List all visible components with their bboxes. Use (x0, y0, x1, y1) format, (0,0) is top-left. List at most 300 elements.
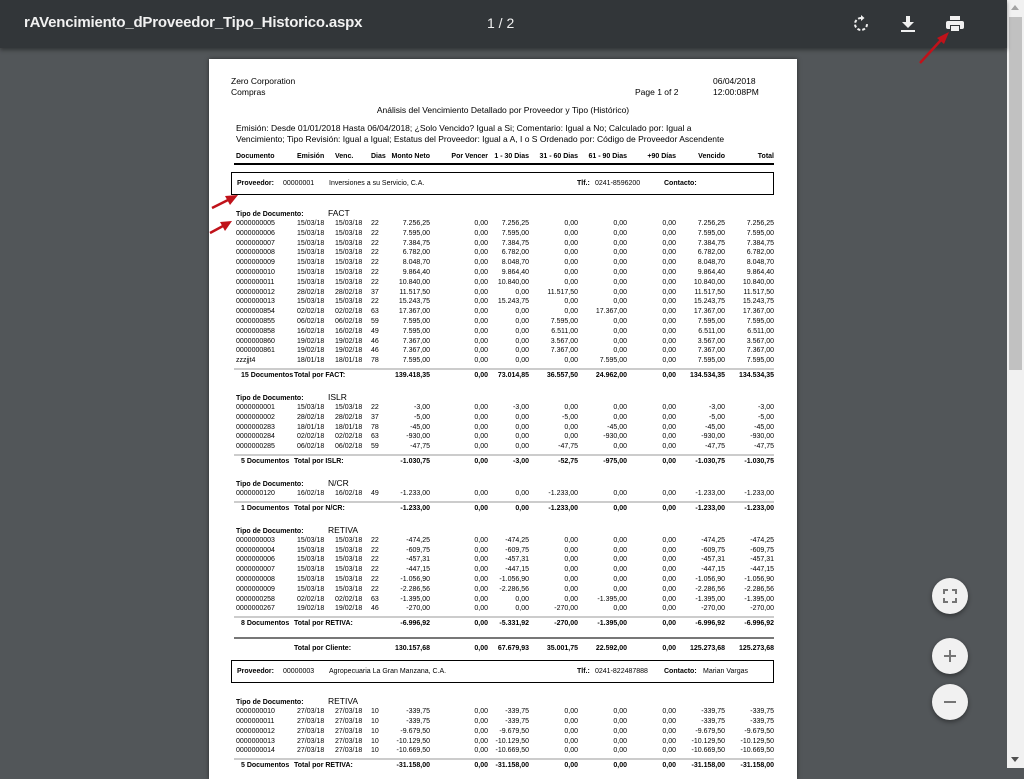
table-row (209, 718, 797, 728)
table-cell: 0,00 (662, 308, 676, 316)
table-cell: 11.517,50 (694, 288, 725, 296)
table-cell: 15/03/18 (297, 566, 325, 574)
subtotal-value: -1.233,00 (695, 504, 725, 512)
table-cell: -2.286,56 (499, 585, 529, 593)
table-cell: 0,00 (613, 259, 627, 267)
subtotal-value: -1.030,75 (695, 458, 725, 465)
table-row (209, 566, 797, 576)
table-row (209, 328, 797, 338)
table-cell: 0000000008 (236, 249, 275, 257)
table-cell: 0000000267 (236, 605, 275, 613)
table-cell: -9.679,50 (400, 727, 430, 735)
table-cell: 0,00 (662, 595, 676, 603)
table-cell: 0,00 (613, 546, 627, 554)
table-cell: 0000000005 (236, 220, 275, 227)
subtotal-label: Total por ISLR: (294, 458, 344, 465)
table-cell: -10.669,50 (691, 747, 725, 755)
table-cell: 63 (371, 433, 379, 441)
table-cell: 27/03/18 (335, 727, 363, 735)
table-cell: 0,00 (613, 727, 627, 735)
subtotal-divider (234, 616, 774, 618)
table-cell: 15/03/18 (297, 546, 325, 554)
viewer-toolbar (0, 0, 1007, 48)
table-cell: 0,00 (662, 605, 676, 613)
table-cell: 0,00 (474, 708, 488, 716)
table-cell: 0,00 (564, 404, 578, 411)
table-cell: -1.056,90 (400, 576, 430, 583)
table-cell: -9.679,50 (695, 727, 725, 735)
table-cell: 6.511,00 (747, 327, 774, 335)
table-row (209, 289, 797, 299)
table-cell: 0,00 (662, 433, 676, 441)
table-cell: -10.129,50 (396, 737, 430, 745)
table-cell: 0,00 (613, 327, 627, 335)
table-cell: 0,00 (474, 718, 488, 725)
table-cell: 0000000283 (236, 423, 275, 431)
table-cell: -5,00 (562, 413, 578, 421)
table-cell: 16/02/18 (297, 490, 325, 497)
table-cell: 16/02/18 (335, 327, 363, 335)
table-cell: 0,00 (515, 337, 529, 345)
table-cell: -339,75 (701, 708, 725, 716)
table-cell: 02/02/18 (335, 308, 363, 316)
table-row (209, 424, 797, 434)
table-cell: 0,00 (515, 433, 529, 441)
subtotal-value: -31.158,00 (396, 762, 430, 770)
table-cell: -474,25 (750, 536, 774, 544)
table-cell: 0000000013 (236, 737, 275, 745)
table-cell: 78 (371, 423, 379, 431)
table-cell: 0,00 (613, 337, 627, 345)
table-cell: 59 (371, 443, 379, 451)
subtotal-label: Total por N/CR: (294, 504, 345, 512)
table-cell: 0,00 (474, 443, 488, 451)
subtotal-divider (234, 368, 774, 370)
table-cell: 0,00 (474, 249, 488, 257)
rotate-button[interactable] (849, 12, 873, 36)
table-cell: -10.669,50 (740, 747, 774, 755)
column-header: 31 - 60 Dias (539, 153, 578, 160)
table-cell: 15/03/18 (335, 239, 363, 247)
table-cell: -339,75 (505, 718, 529, 725)
table-row (209, 230, 797, 240)
table-cell: -339,75 (406, 708, 430, 716)
table-cell: 0,00 (474, 546, 488, 554)
subtotal-row (209, 620, 797, 630)
client-total-value: 125.273,68 (689, 645, 725, 653)
table-cell: 0,00 (662, 337, 676, 345)
table-cell: 15/03/18 (297, 249, 325, 257)
table-cell: 15.243,75 (693, 298, 725, 306)
table-cell: 0,00 (662, 220, 676, 227)
table-cell: 0,00 (474, 747, 488, 755)
table-cell: 0000000285 (236, 443, 275, 451)
table-cell: -457,31 (406, 556, 430, 564)
table-cell: 0,00 (564, 546, 578, 554)
table-row (209, 537, 797, 547)
client-total-value: 0,00 (474, 645, 488, 653)
table-cell: -5,00 (709, 413, 725, 421)
table-cell: 0,00 (662, 269, 676, 276)
table-cell: -1.395,00 (400, 595, 430, 603)
table-cell: -457,31 (701, 556, 725, 564)
client-total-value: 67.679,93 (497, 645, 529, 653)
table-cell: 0,00 (613, 249, 627, 257)
table-cell: -2.286,56 (695, 585, 725, 593)
report-title: Análisis del Vencimiento Detallado por Proveedor y Tipo (Histórico) (376, 105, 630, 115)
client-total-row (209, 645, 797, 655)
header-divider (234, 163, 774, 165)
phone-label: Tlf.: (577, 180, 590, 187)
table-cell: 0,00 (515, 413, 529, 421)
table-cell: 0000000011 (236, 278, 275, 286)
subtotal-row (209, 372, 797, 382)
table-cell: 49 (371, 327, 379, 335)
table-cell: 28/02/18 (335, 413, 363, 421)
table-row (209, 414, 797, 424)
subtotal-row (209, 762, 797, 772)
table-cell: 0,00 (613, 278, 627, 286)
table-cell: 0,00 (662, 239, 676, 247)
table-cell: 7.595,00 (746, 229, 774, 237)
table-cell: 0000000006 (236, 556, 275, 564)
table-cell: -3,00 (513, 404, 529, 411)
provider-name: Agropecuaria La Gran Manzana, C.A. (329, 668, 447, 676)
client-total-divider (234, 637, 774, 639)
table-cell: -447,15 (750, 566, 774, 574)
scrollbar-thumb[interactable] (1009, 17, 1022, 370)
column-header: Por Vencer (451, 153, 488, 160)
subtotal-value: -1.030,75 (400, 458, 430, 465)
table-cell: 9.864,40 (746, 269, 774, 276)
zoom-in-icon (943, 649, 957, 663)
table-cell: 15/03/18 (335, 536, 363, 544)
table-cell: 28/02/18 (297, 288, 325, 296)
table-cell: 0,00 (474, 327, 488, 335)
table-cell: 0,00 (662, 556, 676, 564)
table-cell: 0,00 (613, 220, 627, 227)
scroll-up-arrow-icon[interactable] (1011, 5, 1019, 10)
column-header: Dias (371, 153, 386, 160)
table-cell: 0000000010 (236, 708, 275, 716)
table-cell: -474,25 (505, 536, 529, 544)
table-cell: 16/02/18 (335, 490, 363, 497)
table-cell: 0000000858 (236, 327, 275, 335)
table-cell: 0,00 (613, 318, 627, 325)
table-cell: 0,00 (474, 318, 488, 325)
table-cell: 22 (371, 239, 379, 247)
table-cell: 0,00 (613, 229, 627, 237)
doc-type-label: Tipo de Documento: (236, 395, 304, 402)
table-cell: 37 (371, 413, 379, 421)
subtotal-value: 134.534,35 (738, 372, 774, 379)
table-cell: 3.567,00 (550, 337, 578, 345)
table-cell: 17.367,00 (693, 308, 725, 316)
table-cell: 0,00 (474, 298, 488, 306)
subtotal-value: -31.158,00 (691, 762, 725, 770)
table-cell: 7.384,75 (697, 239, 725, 247)
table-cell: -474,25 (701, 536, 725, 544)
table-cell: 22 (371, 278, 379, 286)
table-cell: 7.367,00 (402, 337, 430, 345)
table-cell: 0,00 (474, 737, 488, 745)
table-cell: 0,00 (613, 490, 627, 497)
table-cell: 0,00 (564, 433, 578, 441)
vertical-scrollbar[interactable] (1007, 0, 1024, 768)
table-cell: -45,00 (754, 423, 774, 431)
table-cell: 7.256,25 (501, 220, 529, 227)
table-cell: -609,75 (406, 546, 430, 554)
table-cell: -270,00 (554, 605, 578, 613)
subtotal-value: 0,00 (662, 504, 676, 512)
table-cell: 27/03/18 (335, 747, 363, 755)
provider-contact: Marian Vargas (703, 668, 749, 676)
table-cell: 15/03/18 (297, 269, 325, 276)
table-cell: 15/03/18 (335, 249, 363, 257)
table-cell: -1.233,00 (695, 490, 725, 497)
table-cell: -3,00 (414, 404, 430, 411)
subtotal-label: Total por RETIVA: (294, 620, 353, 628)
table-row (209, 576, 797, 586)
table-cell: 15/03/18 (297, 298, 325, 306)
table-cell: 7.384,75 (501, 239, 529, 247)
table-row (209, 240, 797, 250)
table-cell: 37 (371, 288, 379, 296)
subtotal-value: 0,00 (564, 762, 578, 770)
table-cell: 0,00 (474, 308, 488, 316)
table-cell: 0,00 (564, 278, 578, 286)
subtotal-value: 36.557,50 (546, 372, 578, 379)
table-cell: 0,00 (474, 595, 488, 603)
subtotal-count: 5 Documentos (241, 762, 290, 770)
table-cell: -1.233,00 (400, 490, 430, 497)
column-header: 61 - 90 Dias (588, 153, 627, 160)
table-cell: -447,15 (505, 566, 529, 574)
subtotal-value: -1.233,00 (744, 504, 774, 512)
table-cell: 0,00 (613, 298, 627, 306)
provider-phone: 0241-822487888 (595, 668, 648, 676)
table-cell: -1.233,00 (744, 490, 774, 497)
table-cell: 7.595,00 (746, 357, 774, 365)
table-cell: 0,00 (564, 220, 578, 227)
table-cell: 02/02/18 (297, 595, 325, 603)
table-cell: 0,00 (613, 566, 627, 574)
table-row (209, 298, 797, 308)
doc-type-label: Tipo de Documento: (236, 481, 304, 488)
table-cell: 0,00 (613, 413, 627, 421)
table-cell: 0000000861 (236, 347, 275, 355)
table-cell: 15.243,75 (398, 298, 430, 306)
table-cell: 0,00 (662, 546, 676, 554)
table-cell: 63 (371, 595, 379, 603)
subtotal-value: 0,00 (515, 504, 529, 512)
table-cell: 3.567,00 (746, 337, 774, 345)
subtotal-value: -31.158,00 (495, 762, 529, 770)
table-row (209, 308, 797, 318)
provider-code: 00000003 (283, 668, 315, 676)
doc-type-value: N/CR (328, 478, 349, 488)
table-cell: 0,00 (474, 404, 488, 411)
table-cell: 0,00 (474, 585, 488, 593)
table-cell: 0,00 (662, 443, 676, 451)
table-cell: 18/01/18 (297, 357, 325, 365)
table-cell: 0,00 (474, 556, 488, 564)
table-cell: 0,00 (564, 556, 578, 564)
table-cell: 02/02/18 (297, 308, 325, 316)
table-cell: 17.367,00 (742, 308, 774, 316)
table-cell: 7.256,25 (402, 220, 430, 227)
table-cell: 6.782,00 (402, 249, 430, 257)
report-page (209, 59, 797, 779)
zoom-out-icon (943, 695, 957, 709)
table-cell: 0000000012 (236, 727, 275, 735)
table-cell: 27/03/18 (297, 727, 325, 735)
table-cell: 0,00 (613, 288, 627, 296)
subtotal-value: -6.996,92 (400, 620, 430, 628)
table-row (209, 586, 797, 596)
table-cell: 22 (371, 229, 379, 237)
table-cell: 10 (371, 708, 379, 716)
report-date: 06/04/2018 (713, 76, 756, 86)
table-cell: 0,00 (564, 423, 578, 431)
table-cell: 15/03/18 (297, 229, 325, 237)
table-cell: 0,00 (564, 747, 578, 755)
table-cell: 0,00 (613, 443, 627, 451)
zoom-in-button[interactable] (932, 638, 968, 674)
table-cell: 0000000002 (236, 413, 275, 421)
table-cell: 0000000258 (236, 595, 275, 603)
table-row (209, 347, 797, 357)
table-cell: 27/03/18 (297, 747, 325, 755)
table-cell: 28/02/18 (335, 288, 363, 296)
subtotal-value: 0,00 (662, 762, 676, 770)
table-cell: -45,00 (607, 423, 627, 431)
provider-label: Proveedor: (237, 668, 274, 676)
table-cell: 0,00 (474, 536, 488, 544)
table-cell: -9.679,50 (744, 727, 774, 735)
table-row (209, 433, 797, 443)
table-cell: -339,75 (750, 708, 774, 716)
fit-page-button[interactable] (932, 578, 968, 614)
doc-type-value: RETIVA (328, 524, 359, 535)
table-cell: -339,75 (701, 718, 725, 725)
table-cell: 0,00 (662, 259, 676, 267)
table-cell: 17.367,00 (595, 308, 627, 316)
table-cell: 15/03/18 (297, 585, 325, 593)
table-cell: 0,00 (662, 229, 676, 237)
table-cell: 0000000012 (236, 288, 275, 296)
client-total-value: 35.001,75 (546, 645, 578, 653)
doc-type-label: Tipo de Documento: (236, 211, 304, 218)
table-cell: 0,00 (564, 708, 578, 716)
table-cell: 15/03/18 (297, 239, 325, 247)
table-cell: 28/02/18 (297, 413, 325, 421)
table-cell: -45,00 (410, 423, 430, 431)
table-cell: 15/03/18 (335, 269, 363, 276)
table-cell: 15/03/18 (297, 404, 325, 411)
provider-box (231, 660, 774, 683)
table-cell: 16/02/18 (297, 327, 325, 335)
department: Compras (231, 87, 266, 97)
table-row (209, 556, 797, 566)
table-cell: 49 (371, 490, 379, 497)
table-cell: 7.595,00 (402, 318, 430, 325)
table-cell: 7.256,25 (746, 220, 774, 227)
table-cell: 15/03/18 (335, 259, 363, 267)
table-cell: 10 (371, 718, 379, 725)
subtotal-label: Total por FACT: (294, 372, 346, 379)
table-cell: 9.864,40 (402, 269, 430, 276)
subtotal-value: -6.996,92 (744, 620, 774, 628)
subtotal-divider (234, 758, 774, 760)
table-cell: 0,00 (474, 239, 488, 247)
table-cell: -10.669,50 (396, 747, 430, 755)
table-cell: 0,00 (662, 585, 676, 593)
table-cell: 15/03/18 (335, 278, 363, 286)
column-header: Total (757, 153, 774, 160)
table-cell: 0000000284 (236, 433, 275, 441)
table-cell: -447,15 (406, 566, 430, 574)
table-cell: 22 (371, 546, 379, 554)
table-cell: 6.782,00 (697, 249, 725, 257)
table-cell: -609,75 (505, 546, 529, 554)
table-cell: 0000000120 (236, 490, 275, 497)
table-cell: 0000000855 (236, 318, 275, 325)
table-cell: 15/03/18 (297, 556, 325, 564)
table-cell: 7.367,00 (402, 347, 430, 355)
table-cell: 19/02/18 (297, 337, 325, 345)
table-cell: 7.595,00 (402, 357, 430, 365)
table-cell: 7.595,00 (550, 318, 578, 325)
subtotal-value: -1.233,00 (548, 504, 578, 512)
table-cell: 7.595,00 (697, 229, 725, 237)
table-cell: 8.048,70 (402, 259, 430, 267)
filter-line-1: Emisión: Desde 01/01/2018 Hasta 06/04/2018; ¿Solo Vencido? Igual a Si; Comentario: Igual a No; Calculado por: Igual a (236, 123, 692, 133)
table-cell: 0,00 (564, 259, 578, 267)
table-row (209, 279, 797, 289)
contact-label: Contacto: (664, 180, 697, 187)
table-cell: 0,00 (474, 433, 488, 441)
table-cell: 0,00 (564, 566, 578, 574)
table-cell: 27/03/18 (335, 737, 363, 745)
annotation-arrow-icon (208, 216, 234, 236)
table-cell: 8.048,70 (746, 259, 774, 267)
table-cell: 22 (371, 404, 379, 411)
table-cell: 17.367,00 (398, 308, 430, 316)
table-cell: 15/03/18 (297, 576, 325, 583)
table-cell: -47,75 (410, 443, 430, 451)
table-cell: 0,00 (474, 605, 488, 613)
table-cell: 0,00 (515, 318, 529, 325)
table-cell: -474,25 (406, 536, 430, 544)
subtotal-value: 0,00 (474, 372, 488, 379)
subtotal-row (209, 505, 797, 515)
client-total-value: 130.157,68 (394, 645, 430, 653)
table-row (209, 490, 797, 500)
scroll-down-arrow-icon[interactable] (1011, 757, 1019, 762)
table-cell: 0000000007 (236, 239, 275, 247)
subtotal-value: -1.233,00 (400, 504, 430, 512)
table-cell: -609,75 (701, 546, 725, 554)
table-cell: 06/02/18 (297, 318, 325, 325)
table-cell: 7.384,75 (746, 239, 774, 247)
zoom-out-button[interactable] (932, 684, 968, 720)
table-cell: 02/02/18 (335, 433, 363, 441)
table-cell: 0,00 (662, 278, 676, 286)
subtotal-value: 0,00 (662, 620, 676, 628)
table-cell: 27/03/18 (297, 708, 325, 716)
table-cell: 15/03/18 (335, 298, 363, 306)
